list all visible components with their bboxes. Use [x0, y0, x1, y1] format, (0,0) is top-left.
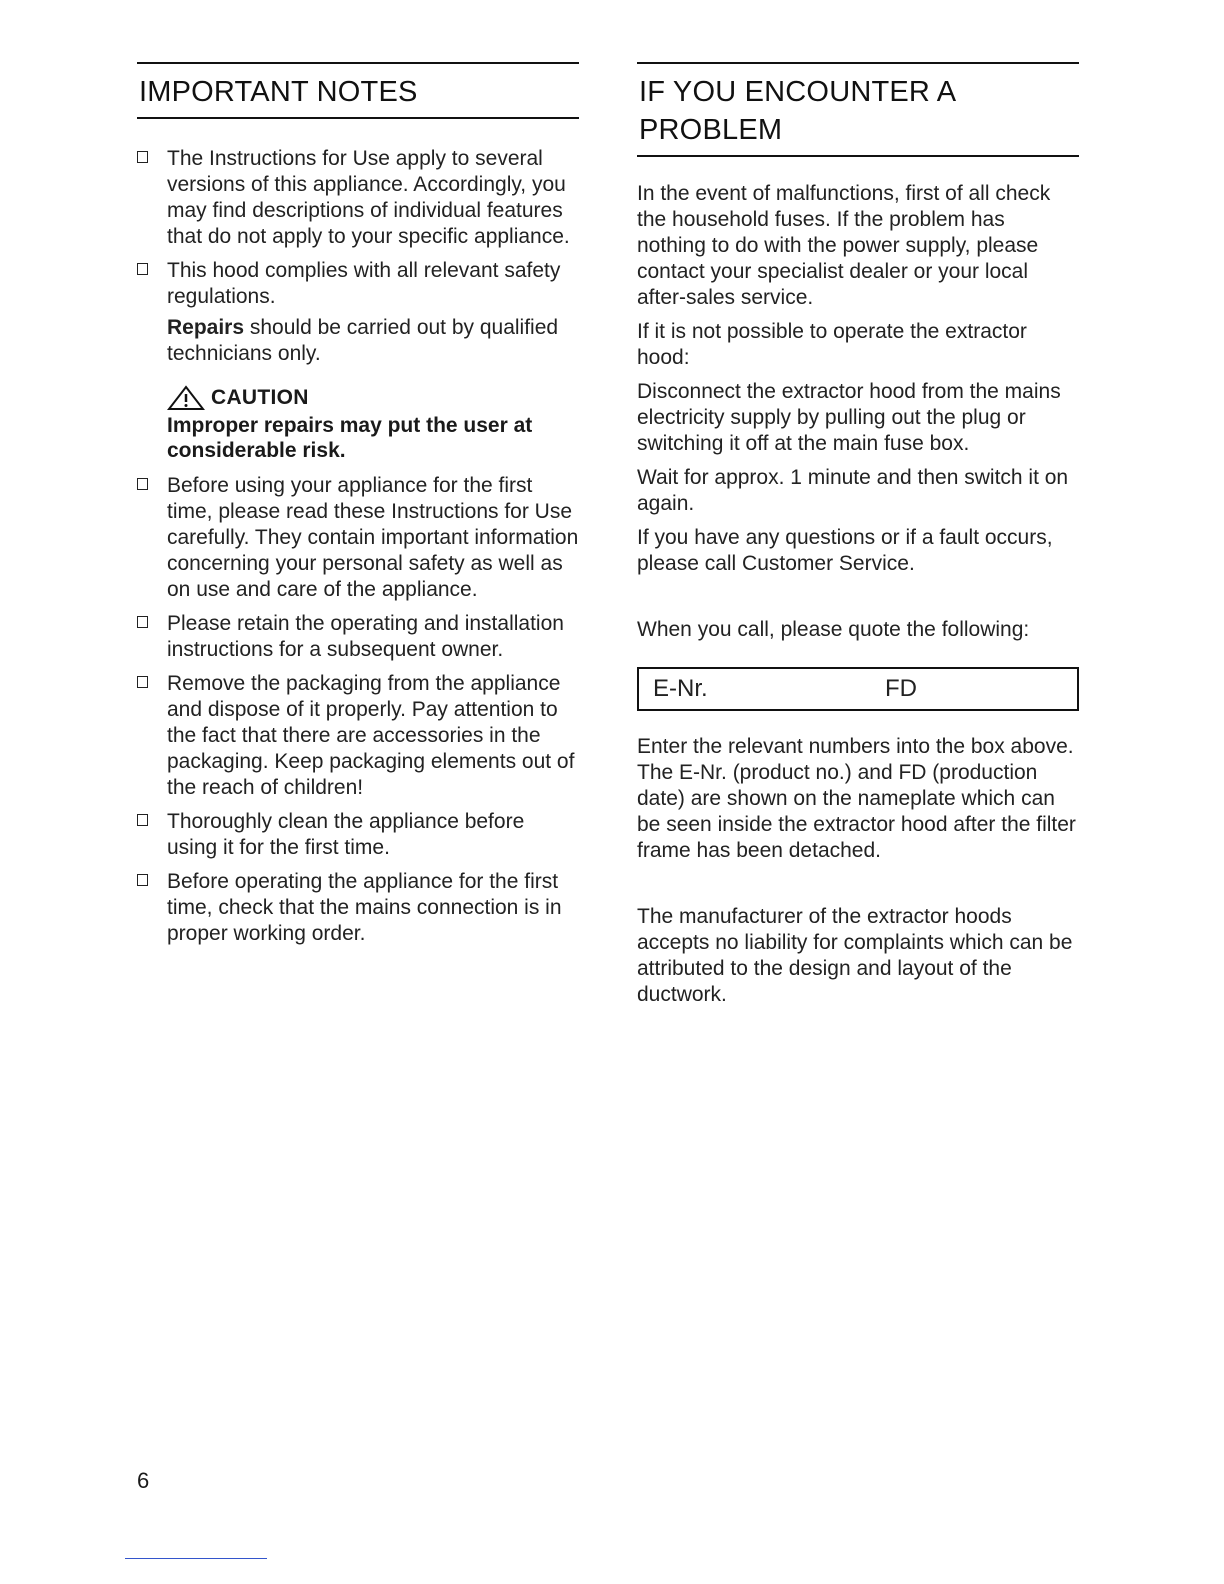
problem-body: [637, 181, 1079, 1008]
checkbox-bullet-icon: [137, 814, 148, 826]
checkbox-bullet-icon: [137, 263, 148, 275]
repairs-note: Repairs should be carried out by qualified technicians only.: [167, 316, 559, 365]
paragraph: If you have any questions or if a fault occurs, please call Customer Service.: [637, 526, 1053, 575]
list-item: Please retain the operating and installation instructions for a subsequent owner.: [137, 611, 579, 663]
quote-instruction: When you call, please quote the following:: [637, 618, 1030, 641]
manufacturer-liability-paragraph: The manufacturer of the extractor hoods accepts no liability for complaints which can be attributed to the design and layout of the ductwork.: [637, 905, 1073, 1006]
enter-numbers-paragraph: Enter the relevant numbers into the box above. The E-Nr. (product no.) and FD (production date) are shown on the nameplate which can be seen inside the extractor hood after the filter frame has been detached.: [637, 735, 1076, 862]
problem-section: [637, 62, 1079, 1016]
paragraph: Disconnect the extractor hood from the mains electricity supply by pulling out the plug or switching it off at the main fuse box.: [637, 380, 1061, 455]
list-item: Before using your appliance for the first time, please read these Instructions for Use carefully. They contain important information concerning your personal safety as well as on use and care of the appliance.: [137, 473, 579, 603]
important-notes-heading: IMPORTANT NOTES: [137, 62, 579, 119]
checkbox-bullet-icon: [137, 616, 148, 628]
footer-divider: [125, 1558, 267, 1559]
list-item: The Instructions for Use apply to several versions of this appliance. Accordingly, you may find descriptions of individual features that do not apply to your specific appliance.: [137, 146, 579, 250]
checkbox-bullet-icon: [137, 151, 148, 163]
caution-text: Improper repairs may put the user at considerable risk.: [167, 414, 533, 462]
list-item: Remove the packaging from the appliance and dispose of it properly. Pay attention to the fact that there are accessories in the packaging. Keep packaging elements out of the reach of children!: [137, 671, 579, 801]
caution-block: [137, 385, 579, 463]
list-item: Before operating the appliance for the first time, check that the mains connection is in proper working order.: [137, 869, 579, 947]
warning-triangle-icon: [167, 385, 205, 411]
important-notes-list-2: [137, 473, 579, 947]
checkbox-bullet-icon: [137, 676, 148, 688]
paragraph: Wait for approx. 1 minute and then switch it on again.: [637, 466, 1069, 515]
checkbox-bullet-icon: [137, 478, 148, 490]
important-notes-list: [137, 146, 579, 310]
enr-label: E-Nr.: [653, 675, 708, 702]
caution-title: CAUTION: [167, 385, 579, 411]
fd-label: FD: [885, 675, 917, 702]
list-item: Thoroughly clean the appliance before using it for the first time.: [137, 809, 579, 861]
page-number: 6: [137, 1468, 150, 1493]
list-item: This hood complies with all relevant safety regulations.: [137, 258, 579, 310]
enr-fd-box: [637, 667, 1079, 711]
paragraph: If it is not possible to operate the extractor hood:: [637, 320, 1027, 369]
problem-heading: IF YOU ENCOUNTER A PROBLEM: [637, 62, 1079, 157]
paragraph: In the event of malfunctions, first of all check the household fuses. If the problem has nothing to do with the power supply, please contact your specialist dealer or your local after-sales service.: [637, 182, 1051, 309]
repairs-bold-label: Repairs: [167, 316, 245, 339]
checkbox-bullet-icon: [137, 874, 148, 886]
important-notes-section: [137, 62, 579, 955]
